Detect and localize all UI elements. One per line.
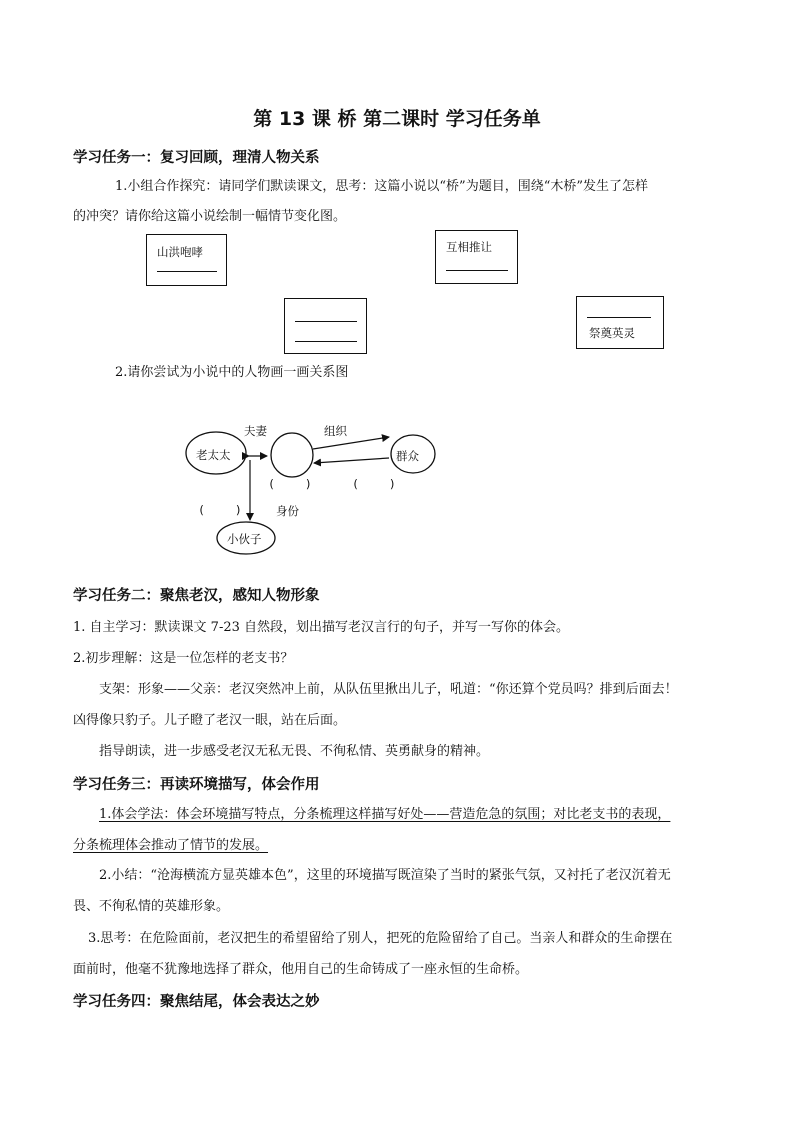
task2-guide: 指导朗读，进一步感受老汉无私无畏、不徇私情、英勇献身的精神。 [99,744,490,759]
task3-heading: 学习任务三：再读环境描写，体会作用 [73,776,320,793]
blank-paren-1: ( ) [268,477,312,491]
task2-item2: 2.初步理解：这是一位怎样的老支书？ [73,651,294,666]
task1-q1-line1: 1.小组合作探究：请同学们默读课文，思考：这篇小说以“桥”为题目，围绕“木桥”发生了怎样 [115,179,648,194]
task2-heading: 学习任务二：聚焦老汉，感知人物形象 [73,587,320,604]
arrow-crowd-to-center [314,458,389,463]
label-couple: 夫妻 [244,424,267,438]
label-organize: 组织 [324,424,347,438]
plot-box-4-label: 祭奠英灵 [589,326,635,340]
task1-q1-line2: 的冲突？请你给这篇小说绘制一幅情节变化图。 [73,209,347,224]
task3-item2-line2: 畏、不徇私情的英雄形象。 [73,899,230,914]
node-old-woman: 老太太 [196,448,231,462]
label-identity: 身份 [276,504,299,518]
plot-box-1-label: 山洪咆哮 [157,245,203,259]
task1-q2: 2.请你尝试为小说中的人物画一画关系图 [115,365,349,380]
task2-item1: 1. 自主学习：默读课文 7-23 自然段，划出描写老汉言行的句子，并写一写你的体会。 [73,620,570,635]
blank-paren-2: ( ) [352,477,396,491]
task3-item3-line2: 面前时，他毫不犹豫地选择了群众，他用自己的生命铸成了一座永恒的生命桥。 [73,962,529,977]
task3-item2-line1: 2.小结：“沧海横流方显英雄本色”，这里的环境描写既渲染了当时的紧张气氛，又衬托了老汉沉着无 [99,868,671,883]
task4-heading: 学习任务四：聚焦结尾，体会表达之妙 [73,993,320,1010]
task1-heading: 学习任务一：复习回顾，理清人物关系 [73,149,320,166]
blank-paren-3: ( ) [198,503,242,517]
plot-box-2-label: 互相推让 [446,240,492,254]
node-young-man: 小伙子 [227,532,262,546]
task3-item1-line2: 分条梳理体会推动了情节的发展。 [73,838,269,853]
node-center-ellipse [271,433,313,477]
task2-support-line2: 凶得像只豹子。儿子瞪了老汉一眼，站在后面。 [73,713,347,728]
task3-item3-line1: 3.思考：在危险面前，老汉把生的希望留给了别人，把死的危险留给了自己。当亲人和群众的生命摆在 [88,931,673,946]
task2-support-line1: 支架：形象——父亲：老汉突然冲上前，从队伍里揪出儿子，吼道：“你还算个党员吗？排到后面去！ [99,682,678,697]
task3-item1-line1: 1.体会学法：体会环境描写特点，分条梳理这样描写好处——营造危急的氛围；对比老支书的表现， [99,807,671,822]
page-title: 第 13 课 桥 第二课时 学习任务单 [253,108,541,130]
node-crowd: 群众 [396,449,419,463]
